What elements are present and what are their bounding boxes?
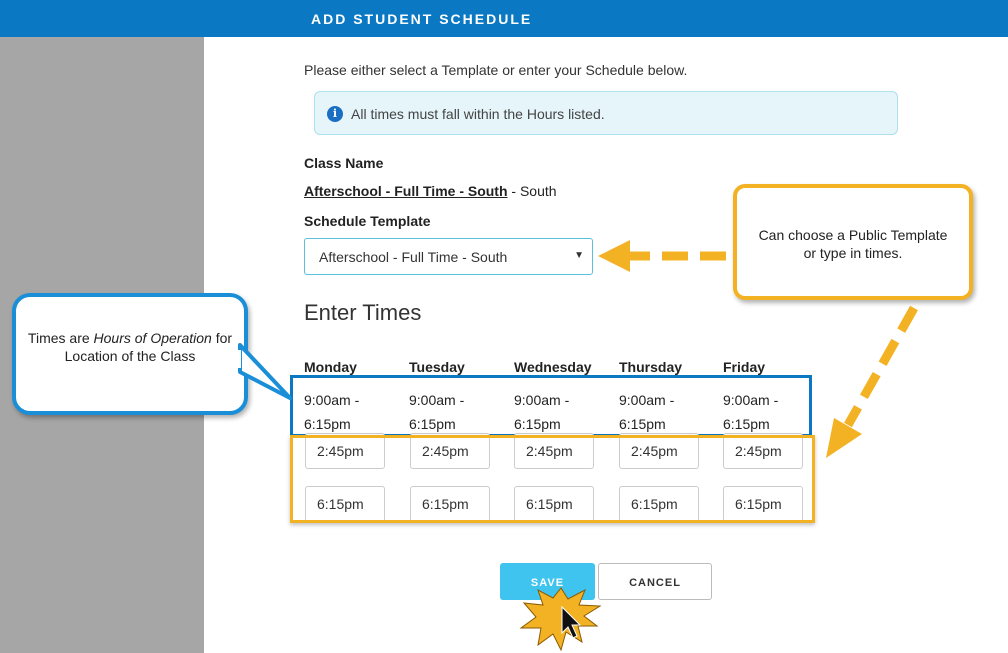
end-time-input-friday[interactable]: 6:15pm: [723, 486, 803, 522]
end-time-input-thursday[interactable]: 6:15pm: [619, 486, 699, 522]
dashed-arrow-down-icon: [826, 308, 914, 458]
cancel-button[interactable]: CANCEL: [598, 563, 712, 600]
hours-tuesday: 9:00am - 6:15pm: [409, 392, 465, 432]
day-label-friday: Friday: [723, 359, 766, 375]
start-time-input-wednesday[interactable]: 2:45pm: [514, 433, 594, 469]
hours-wednesday: 9:00am - 6:15pm: [514, 392, 570, 432]
class-name-label: Class Name: [304, 155, 384, 171]
intro-text: Please either select a Template or enter your Schedule below.: [304, 62, 688, 78]
info-icon: i: [327, 106, 343, 122]
start-time-input-friday[interactable]: 2:45pm: [723, 433, 803, 469]
day-label-monday: Monday: [304, 359, 357, 375]
caret-down-icon: ▼: [574, 250, 584, 261]
dashed-arrow-left-icon: [598, 240, 726, 272]
save-button[interactable]: SAVE: [500, 563, 595, 600]
class-name-suffix: - South: [511, 183, 557, 199]
day-label-tuesday: Tuesday: [409, 359, 465, 375]
enter-times-heading: Enter Times: [304, 300, 422, 325]
page-title: ADD STUDENT SCHEDULE: [311, 11, 533, 27]
class-name-link[interactable]: Afterschool - Full Time - South: [304, 183, 508, 199]
schedule-template-value: Afterschool - Full Time - South: [319, 249, 508, 265]
day-label-thursday: Thursday: [619, 359, 683, 375]
end-time-input-wednesday[interactable]: 6:15pm: [514, 486, 594, 522]
end-time-input-tuesday[interactable]: 6:15pm: [410, 486, 490, 522]
info-text: All times must fall within the Hours listed.: [351, 106, 605, 122]
click-burst-icon: [521, 588, 600, 650]
end-time-input-monday[interactable]: 6:15pm: [305, 486, 385, 522]
template-callout-text: Can choose a Public Template or type in times.: [758, 227, 948, 261]
hours-monday: 9:00am - 6:15pm: [304, 392, 360, 432]
start-time-input-monday[interactable]: 2:45pm: [305, 433, 385, 469]
hours-callout-text: Times are Hours of Operation for Location of the Class: [27, 330, 233, 364]
schedule-template-label: Schedule Template: [304, 213, 431, 229]
hours-friday: 9:00am - 6:15pm: [723, 392, 779, 432]
hours-callout-tail: [238, 345, 290, 398]
day-label-wednesday: Wednesday: [514, 359, 592, 375]
hours-thursday: 9:00am - 6:15pm: [619, 392, 675, 432]
start-time-input-thursday[interactable]: 2:45pm: [619, 433, 699, 469]
start-time-input-tuesday[interactable]: 2:45pm: [410, 433, 490, 469]
